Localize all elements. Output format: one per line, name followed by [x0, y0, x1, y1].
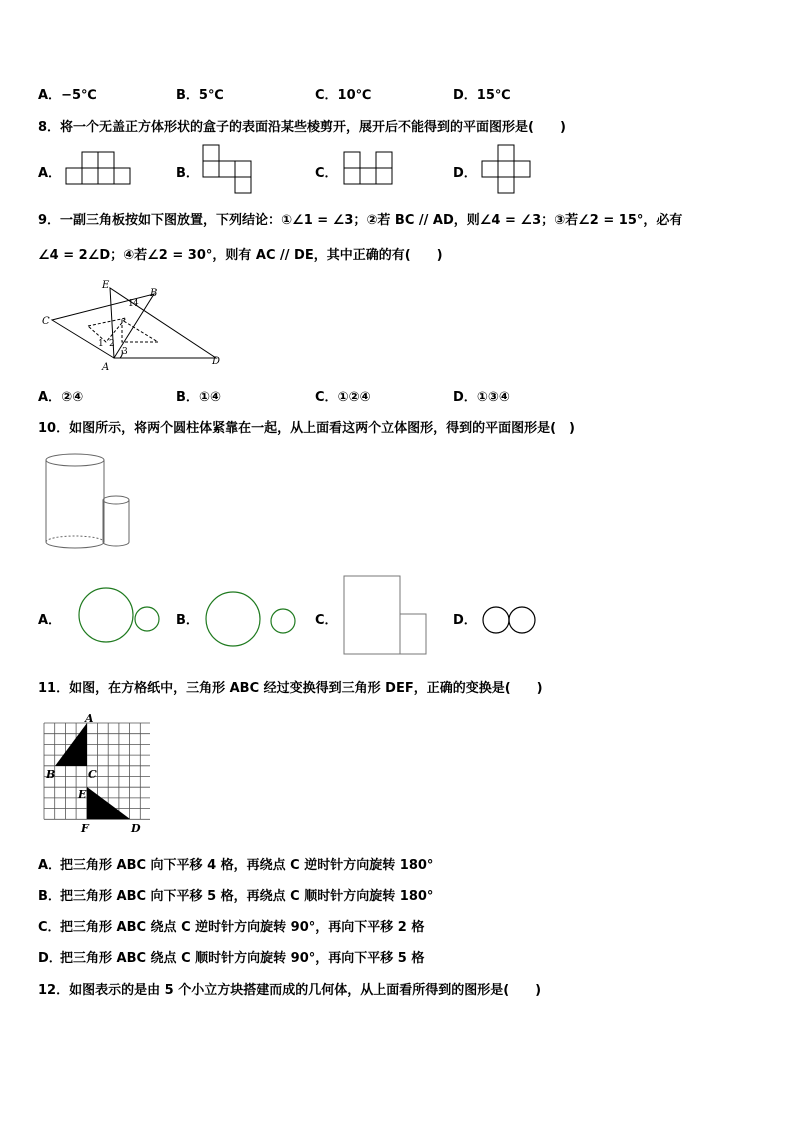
q9-triangle-figure	[36, 280, 226, 372]
option-label: B．	[176, 88, 199, 103]
q10-stem: 10．如图所示，将两个圆柱体紧靠在一起，从上面看这两个立体图形，得到的平面图形是( )	[38, 421, 575, 436]
q7-option-c[interactable]	[315, 84, 371, 103]
q10-view-a[interactable]	[76, 585, 164, 645]
q11-label-c: C	[88, 768, 97, 781]
q8-option-c-label[interactable]: C．	[315, 166, 338, 181]
q8-net-c[interactable]	[341, 150, 397, 188]
q9-angle-4: 4	[133, 299, 139, 309]
option-label: C．	[315, 88, 338, 103]
q8-option-b-label[interactable]: B．	[176, 166, 199, 181]
option-label: C．	[315, 390, 338, 405]
q10-option-d-label[interactable]: D．	[453, 613, 477, 628]
q9-label-e: E	[102, 280, 110, 291]
option-text: ①③④	[476, 390, 510, 405]
q11-label-f: F	[81, 822, 89, 835]
q8-option-d-label[interactable]: D．	[453, 166, 477, 181]
q10-option-b-label[interactable]: B．	[176, 613, 199, 628]
q8-option-a-label[interactable]: A．	[38, 166, 62, 181]
option-text: 15℃	[476, 88, 511, 103]
q11-stem: 11．如图，在方格纸中，三角形 ABC 经过变换得到三角形 DEF，正确的变换是( )	[38, 681, 543, 696]
q9-stem-line2: ∠4 = 2∠D；④若∠2 = 30°，则有 AC // DE，其中正确的有( )	[38, 248, 443, 263]
option-text: 10℃	[337, 88, 372, 103]
q9-angle-2: 2	[109, 339, 115, 349]
option-text: ①②④	[337, 390, 371, 405]
q8-stem: 8．将一个无盖正方体形状的盒子的表面沿某些棱剪开，展开后不能得到的平面图形是( )	[38, 120, 566, 135]
q7-option-d[interactable]	[453, 84, 511, 103]
q11-label-a: A	[85, 712, 94, 725]
q11-option-b-text: 把三角形 ABC 向下平移 5 格，再绕点 C 顺时针方向旋转 180°	[60, 889, 434, 904]
q10-option-c-label[interactable]: C．	[315, 613, 338, 628]
q7-option-a[interactable]	[38, 84, 97, 103]
q9-label-d: D	[212, 356, 221, 367]
q10-view-d[interactable]	[480, 604, 540, 636]
q9-option-d[interactable]	[453, 386, 510, 405]
option-text: ①④	[198, 390, 221, 405]
option-label: A．	[38, 88, 62, 103]
q9-angle-1: 1	[98, 339, 104, 349]
q9-label-c: C	[42, 316, 50, 327]
q10-view-b[interactable]	[204, 590, 300, 648]
q9-angle-1-top: 1	[128, 299, 134, 309]
q9-stem-line1: 9．一副三角板按如下图放置，下列结论：①∠1 = ∠3；②若 BC // AD，则∠4 = ∠3；③若∠2 = 15°，必有	[38, 213, 683, 228]
q11-option-c-text: 把三角形 ABC 绕点 C 逆时针方向旋转 90°，再向下平移 2 格	[60, 920, 425, 935]
q10-view-c[interactable]	[340, 574, 430, 656]
q10-cylinders-figure	[42, 450, 138, 554]
q8-net-d[interactable]	[479, 143, 535, 195]
q8-net-a[interactable]	[64, 150, 134, 188]
q9-label-a: A	[102, 362, 110, 372]
q11-grid-figure	[38, 710, 150, 836]
q11-label-b: B	[46, 768, 56, 781]
q9-option-b[interactable]	[176, 386, 221, 405]
option-text: −5℃	[61, 88, 97, 103]
q11-option-a-text: 把三角形 ABC 向下平移 4 格，再绕点 C 逆时针方向旋转 180°	[60, 858, 434, 873]
q11-option-b[interactable]: B．	[38, 889, 61, 904]
option-text: 5℃	[198, 88, 224, 103]
q8-net-b[interactable]	[200, 143, 256, 195]
q7-option-b[interactable]	[176, 84, 224, 103]
q12-stem: 12．如图表示的是由 5 个小立方块搭建而成的几何体，从上面看所得到的图形是( )	[38, 983, 542, 998]
q11-option-a[interactable]: A．	[38, 858, 62, 873]
q11-label-e: E	[78, 788, 87, 801]
option-text: ②④	[61, 390, 84, 405]
q10-option-a-label[interactable]: A．	[38, 613, 62, 628]
option-label: D．	[453, 88, 477, 103]
option-label: A．	[38, 390, 62, 405]
option-label: B．	[176, 390, 199, 405]
q9-option-a[interactable]	[38, 386, 83, 405]
q11-label-d: D	[131, 822, 141, 835]
q11-option-d-text: 把三角形 ABC 绕点 C 顺时针方向旋转 90°，再向下平移 5 格	[60, 951, 425, 966]
q11-option-d[interactable]: D．	[38, 951, 62, 966]
q9-option-c[interactable]	[315, 386, 371, 405]
option-label: D．	[453, 390, 477, 405]
q11-option-c[interactable]: C．	[38, 920, 61, 935]
q9-angle-3: 3	[122, 347, 128, 357]
q9-label-b: B	[150, 288, 158, 299]
